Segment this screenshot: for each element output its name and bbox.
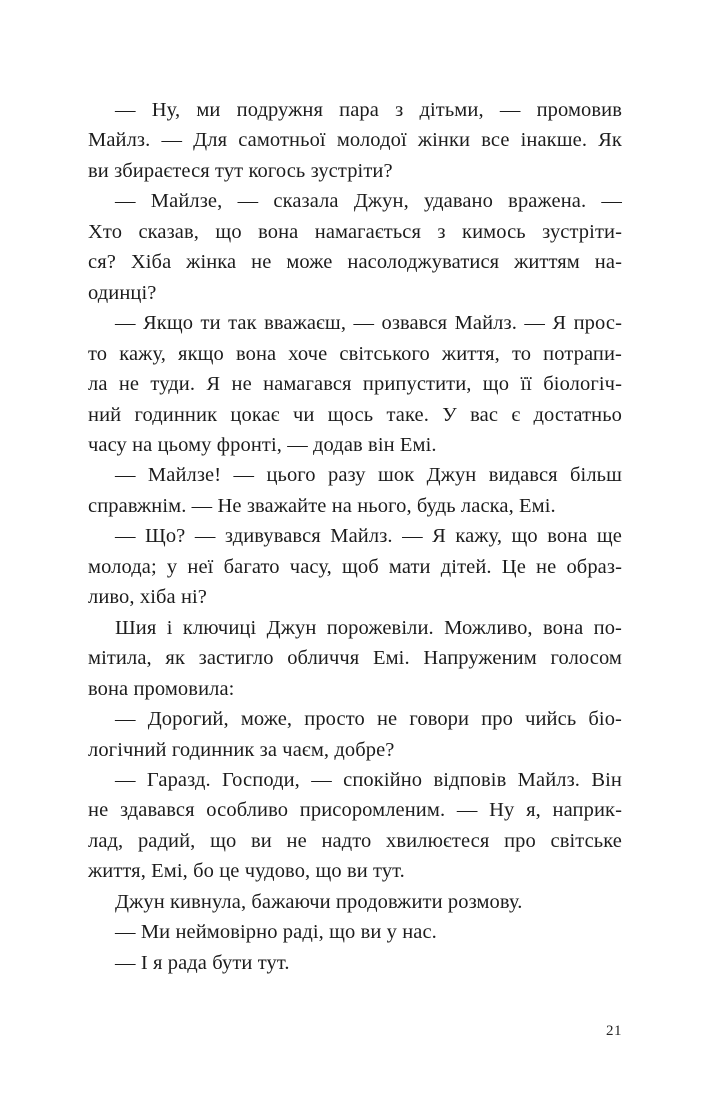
paragraph [88,308,622,460]
text-line: — І я рада бути тут. [115,951,290,974]
paragraph [88,917,622,947]
text-line: Джун кивнула, бажаючи продовжити розмову. [115,890,523,913]
page-text [88,95,622,978]
paragraph [88,521,622,612]
text-line: не здавався особливо присоромленим. — Ну я, наприк- [88,799,622,822]
text-line: — Ми неймовірно раді, що ви у нас. [115,921,437,944]
paragraph [88,186,622,308]
text-line: — Ну, ми подружня пара з дітьми, — промовив [115,99,622,121]
text-line: мітила, як застигло обличчя Емі. Напруженим голосом [88,647,622,670]
text-line: вона промовила: [88,677,235,700]
paragraph [88,887,622,917]
paragraph [88,613,622,704]
text-line: — Майлзе! — цього разу шок Джун видався більш [115,464,622,487]
text-line: часу на цьому фронті, — додав він Емі. [88,433,437,456]
text-line: — Якщо ти так вважаєш, — озвався Майлз. — Я прос- [115,312,622,335]
text-line: логічний годинник за чаєм, добре? [88,738,395,761]
text-line: життя, Емі, бо це чудово, що ви тут. [88,860,405,883]
text-line: то кажу, якщо вона хоче світського життя, то потрапи- [88,342,622,365]
paragraph [88,95,622,186]
page-number: 21 [606,1023,622,1039]
text-line: одинці? [88,281,157,304]
text-line: ся? Хіба жінка не може насолоджуватися життям на- [88,251,622,274]
text-line: — Що? — здивувався Майлз. — Я кажу, що вона ще [115,525,622,548]
text-line: — Гаразд. Господи, — спокійно відповів Майлз. Він [115,768,622,791]
paragraph [88,704,622,765]
paragraph [88,948,622,978]
text-line: лад, радий, що ви не надто хвилюєтеся про світське [88,829,622,852]
paragraph [88,460,622,521]
text-line: справжнім. — Не зважайте на нього, будь ласка, Емі. [88,494,556,517]
text-line: — Дорогий, може, просто не говори про чийсь біо- [115,708,622,731]
text-line: Майлз. — Для самотньої молодої жінки все інакше. Як [88,129,622,152]
text-line: Шия і ключиці Джун порожевіли. Можливо, вона по- [115,616,622,639]
paragraph [88,765,622,887]
text-line: молода; у неї багато часу, щоб мати дітей. Це не образ- [88,555,622,578]
text-line: Хто сказав, що вона намагається з кимось зустріти- [88,220,622,243]
text-line: ла не туди. Я не намагався припустити, що її біологіч- [88,373,622,396]
text-line: ви збираєтеся тут когось зустріти? [88,159,393,182]
text-line: ливо, хіба ні? [88,586,208,609]
text-line: ний годинник цокає чи щось таке. У вас є достатньо [88,403,622,426]
text-line: — Майлзе, — сказала Джун, удавано вражена. — [115,190,622,213]
